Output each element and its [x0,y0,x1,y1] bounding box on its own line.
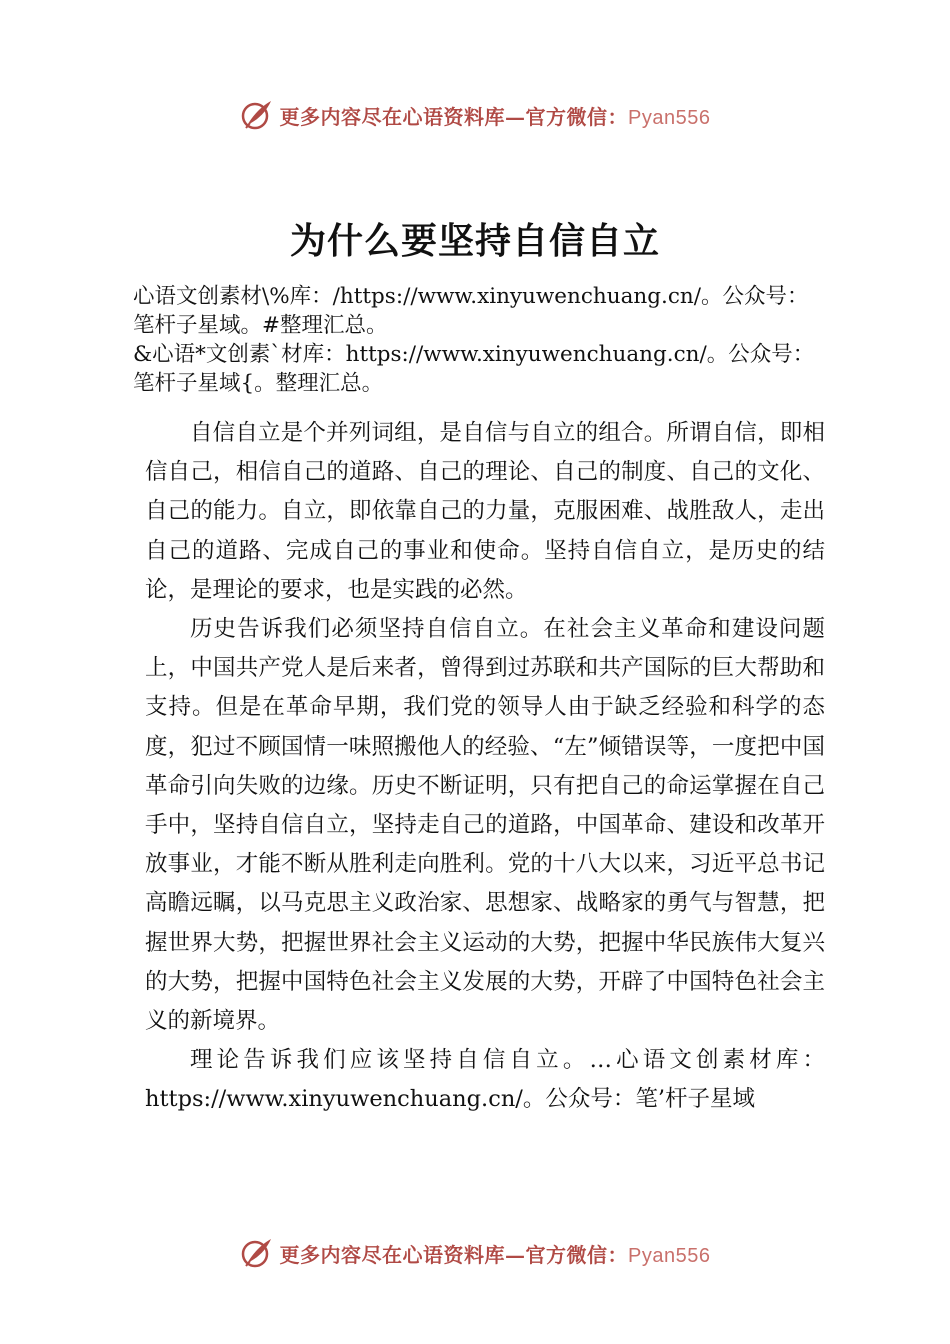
paragraph: 自信自立是个并列词组，是自信与自立的组合。所谓自信，即相信自己，相信自己的道路、自己的理论、自己的制度、自己的文化、自己的能力。自立，即依靠自己的力量，克服困难、战胜敌人，走出自己的道路、完成自己的事业和使命。坚持自信自立，是历史的结论，是理论的要求，也是实践的必然。 [145,420,825,603]
banner-text: 更多内容尽在心语资料库—官方微信：Pyan556 [279,1242,711,1267]
quill-pen-logo-icon [240,1236,274,1270]
source-line: &心语*文创素`材库：https://www.xinyuwenchuang.cn/。公众号：笔杆子星域{。整理汇总。 [133,342,815,396]
article-body [145,414,825,1120]
source-line: 心语文创素材\%库：/https://www.xinyuwenchuang.cn/。公众号：笔杆子星域。#整理汇总。 [133,284,809,338]
page-title: 为什么要坚持自信自立 [289,220,660,262]
paragraph: 历史告诉我们必须坚持自信自立。在社会主义革命和建设问题上，中国共产党人是后来者，曾得到过苏联和共产国际的巨大帮助和支持。但是在革命早期，我们党的领导人由于缺乏经验和科学的态度，犯过不顾国情一味照搬他人的经验、“左”倾错误等，一度把中国革命引向失败的边缘。历史不断证明，只有把自己的命运掌握在自己手中，坚持自信自立，坚持走自己的道路，中国革命、建设和改革开放事业，才能不断从胜利走向胜利。党的十八大以来，习近平总书记高瞻远瞩，以马克思主义政治家、思想家、战略家的勇气与智慧，把握世界大势，把握世界社会主义运动的大势，把握中华民族伟大复兴的大势，把握中国特色社会主义发展的大势，开辟了中国特色社会主义的新境界。 [145,616,825,1035]
wechat-handle: Pyan556 [628,106,711,129]
quill-pen-logo-icon [240,98,274,132]
wechat-handle: Pyan556 [628,1244,711,1267]
paragraph: 理论告诉我们应该坚持自信自立。…心语文创素材库：https://www.xinyuwenchuang.cn/。公众号：笔’杆子星域 [145,1047,825,1113]
header-banner [0,95,950,135]
footer-banner [0,1233,950,1273]
banner-text: 更多内容尽在心语资料库—官方微信：Pyan556 [279,104,711,129]
source-notice [133,282,823,398]
